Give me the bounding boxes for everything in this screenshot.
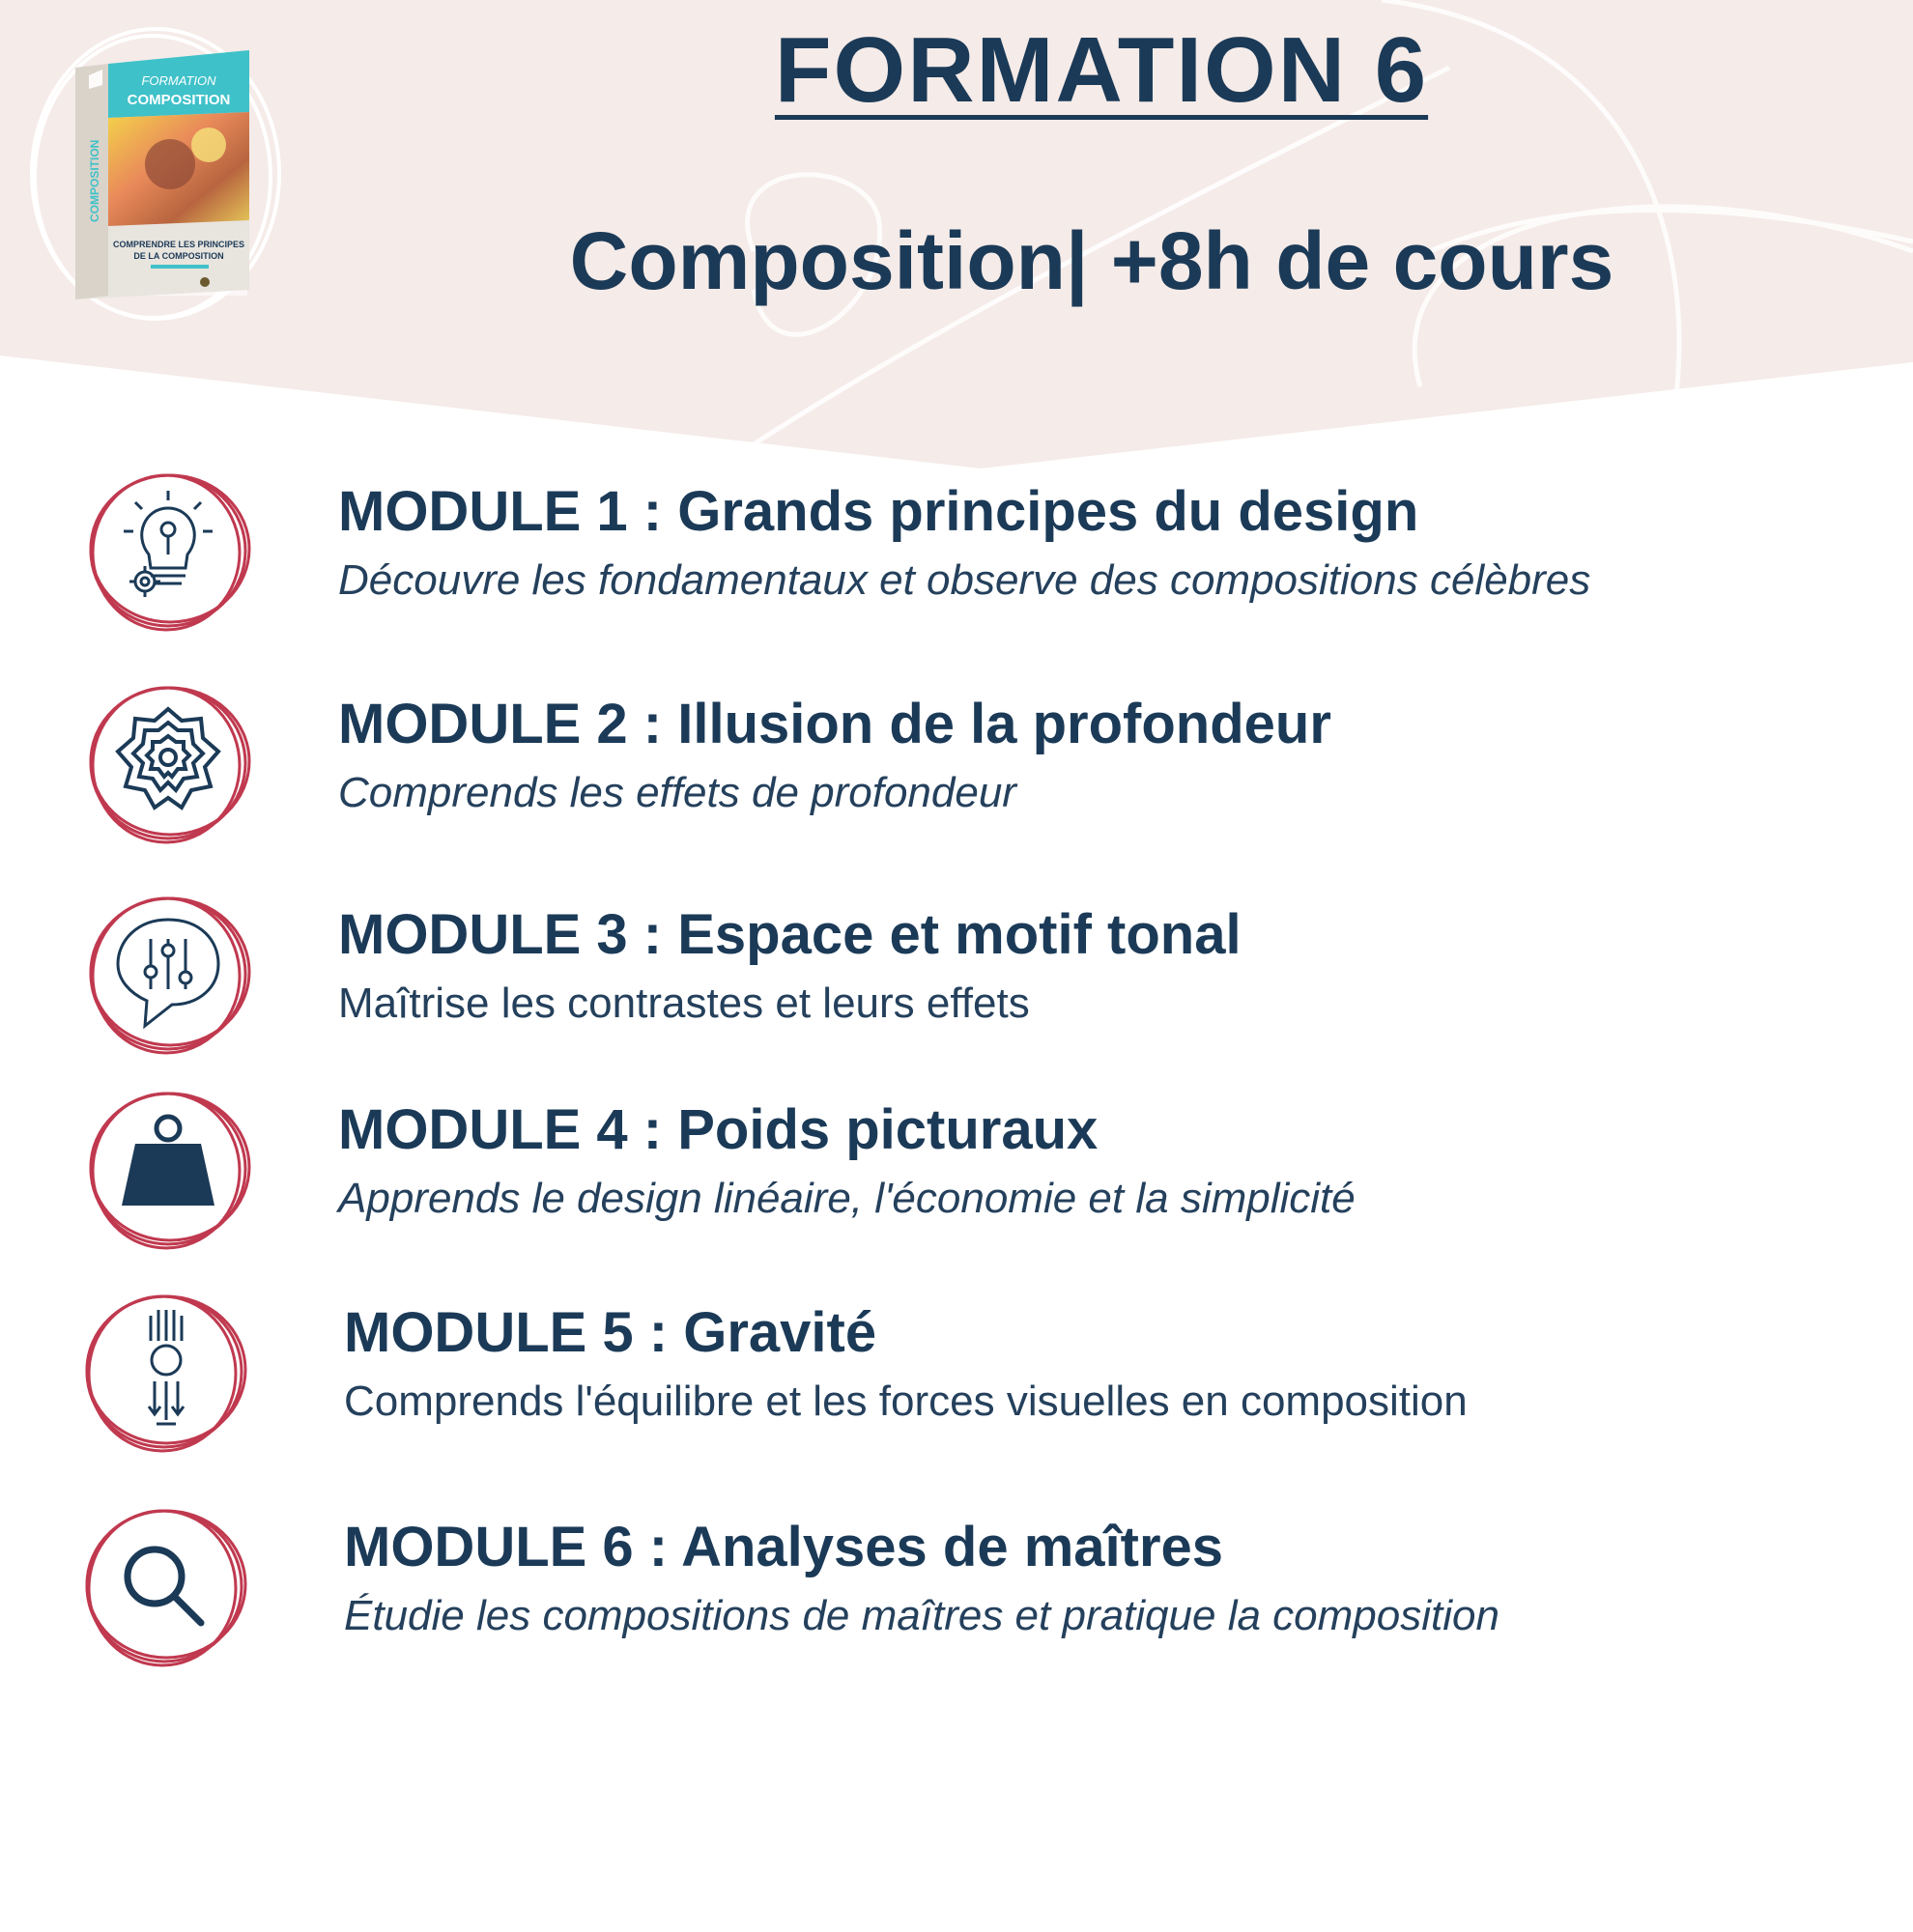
module-2 [0, 680, 1913, 854]
module-6-title: MODULE 6 : Analyses de maîtres [344, 1516, 1224, 1578]
module-5-description: Comprends l'équilibre et les forces visuelles en composition [344, 1378, 1468, 1425]
sliders-speech-bubble-icon [85, 891, 251, 1057]
module-5-title: MODULE 5 : Gravité [344, 1301, 877, 1364]
module-1-title: MODULE 1 : Grands principes du design [338, 480, 1419, 543]
module-3 [0, 891, 1913, 1065]
gravity-ball-icon [81, 1289, 247, 1455]
weight-icon [85, 1086, 251, 1252]
module-3-description: Maîtrise les contrastes et leurs effets [338, 980, 1030, 1027]
product-box-image [25, 19, 286, 328]
module-4-title: MODULE 4 : Poids picturaux [338, 1098, 1099, 1161]
module-1-description: Découvre les fondamentaux et observe des compositions célèbres [338, 556, 1591, 604]
module-2-description: Comprends les effets de profondeur [338, 769, 1016, 816]
module-4-description: Apprends le design linéaire, l'économie et la simplicité [338, 1175, 1356, 1222]
box-tagline-2: DE LA COMPOSITION [133, 251, 224, 261]
module-4 [0, 1086, 1913, 1260]
box-label-top: FORMATION [141, 73, 216, 88]
module-5 [0, 1289, 1913, 1463]
box-spine-label: COMPOSITION [88, 139, 101, 222]
magnifier-icon [81, 1503, 247, 1669]
page-title: FORMATION 6 [774, 18, 1429, 122]
page-subtitle: Composition| +8h de cours [569, 215, 1614, 306]
box-tagline-1: COMPRENDRE LES PRINCIPES [112, 240, 245, 249]
module-6 [0, 1503, 1913, 1677]
module-3-title: MODULE 3 : Espace et motif tonal [338, 903, 1242, 966]
lightbulb-gear-icon [85, 468, 251, 634]
module-2-title: MODULE 2 : Illusion de la profondeur [338, 693, 1331, 755]
module-6-description: Étudie les compositions de maîtres et pratique la composition [344, 1592, 1499, 1639]
box-label-main: COMPOSITION [127, 92, 231, 108]
depth-spiral-icon [85, 680, 251, 846]
module-1 [0, 468, 1913, 641]
